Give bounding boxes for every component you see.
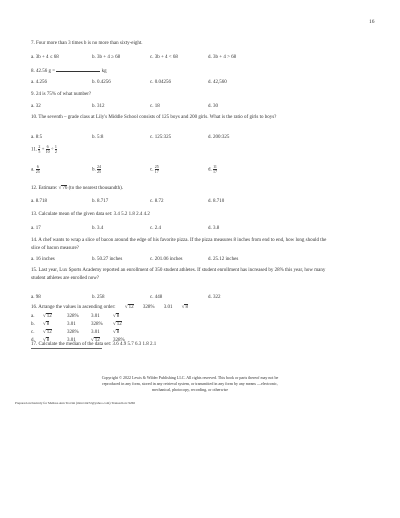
q9-option-a: a. 32 [31,104,41,109]
q10-option-a: a. 8:5 [31,135,43,140]
option-value: √8 [113,330,120,335]
option-value: √12 [43,330,52,335]
question-10: 10. The seventh – grade class at Lily's Middle School consists of 125 boys and 200 girls. What is the ratio of girls to boys? [31,115,277,120]
copyright-line-1: Copyright © 2022 Lewis & Wilder Publishing LLC. All rights reserved. This book or parts thereof may not be [101,375,279,380]
q13-option-b: b. 3.4 [92,226,104,231]
option-value: √12 [91,338,100,343]
divide-sign: ÷ [50,147,54,153]
q14-option-a: a. 16 inches [31,257,55,262]
question-12: 12. Estimate: √76 (to the nearest thousandth). [31,186,124,191]
question-7: 7. Four more than 3 times b is no more than sixty-eight. [31,41,143,46]
q9-option-b: b. 312 [92,104,105,109]
q14-option-b: b. 50.27 inches [92,257,123,262]
option-value: √12 [43,314,52,319]
q13-option-a: a. 17 [31,226,41,231]
q7-option-a: a. 3b + 4 ≤ 68 [31,55,59,60]
q15-option-c: c. 448 [150,295,163,300]
q8-unit: kg [101,69,107,74]
copyright-line-2: reproduced in any form, stored in any retrieval system, or transmitted in any form by any means —electronic, [102,381,278,386]
plus-sign: + [41,147,45,153]
option-value: 3.01 [67,322,76,327]
q10-option-d: d. 200:325 [208,135,230,140]
option-value: 328% [67,330,79,335]
q11-option-c: c. $\frac{25}{17}$ [150,164,159,174]
q11-option-b: b. $\frac{24}{25}$ [92,164,101,174]
q8-option-d: d. 42,560 [208,80,227,85]
q12-option-a: a. 8.718 [31,199,47,204]
q13-option-c: c. 2.4 [150,226,161,231]
sqrt-symbol: √76 [58,186,68,191]
question-15: 15. Last year, Lux Sports Academy reported an enrollment of 350 student athletes. If student enrollment has increased by 28% this year, how many student athletes are enrolled now? [31,268,326,281]
option-letter: b. [31,322,35,327]
q12-option-b: b. 8.717 [92,199,109,204]
q8-prefix: 8. 42.56 g = [31,69,56,74]
answer-line [31,348,102,349]
q12-option-d: d. 8.710 [208,199,225,204]
q12-option-c: c. 8.72 [150,199,164,204]
question-11 [31,145,57,154]
question-16: 16. Arrange the values in ascending order: √12 328% 3.01 √8 [31,305,188,310]
q15-option-d: d. 322 [208,295,221,300]
q15-option-a: a. 98 [31,295,41,300]
option-value: √12 [113,322,122,327]
question-17: 17. Calculate the median of the data set: 3.6 4.9 5.7 6.3 1.8 2.1 [31,342,157,347]
q7-option-d: d. 3b + 4 > 68 [208,55,237,60]
fraction: $\frac{2}{5}$ [38,144,41,154]
option-value: √8 [43,322,50,327]
q8-option-c: c. 0.04256 [150,80,171,85]
q7-option-b: b. 3b + 4 ≥ 68 [92,55,121,60]
q15-option-b: b. 258 [92,295,105,300]
q14-option-c: c. 201.06 inches [150,257,183,262]
fraction: $\frac{1}{2}$ [54,144,57,154]
option-letter: a. [31,314,35,319]
question-14: 14. A chef wants to wrap a slice of bacon around the edge of his favorite pizza. If the pizza measures 8 inches from end to end, how long should the slice of bacon measure? [31,238,327,251]
q9-option-c: c. 18 [150,104,160,109]
q10-option-b: b. 5:8 [92,135,104,140]
option-value: 3.01 [91,330,100,335]
option-value: 328% [67,314,79,319]
question-13: 13. Calculate mean of the given data set: 3.4 5.2 1.8 2.4 4.2 [31,212,150,217]
q8-option-a: a. 4.256 [31,80,47,85]
option-value: 3.01 [91,314,100,319]
answer-blank [56,67,100,72]
q11-number: 11. [31,147,38,153]
q14-option-d: d. 25.12 inches [208,257,239,262]
option-letter: d. [31,338,35,343]
option-value: 328% [113,338,125,343]
q11-option-a: a. $\frac{6}{25}$ [31,164,40,174]
option-value: 3.01 [67,338,76,343]
fraction: $\frac{6}{10}$ [45,144,50,154]
q7-option-c: c. 3b + 4 < 68 [150,55,178,60]
q11-option-d: d. $\frac{11}{17}$ [208,164,217,174]
q10-option-c: c. 125:325 [150,135,172,140]
option-letter: c. [31,330,35,335]
page-number: 16 [369,19,375,25]
option-value: √8 [113,314,120,319]
option-value: 328% [91,322,103,327]
q13-option-d: d. 3.8 [208,226,220,231]
copyright-line-3: mechanical, photocopy, recording, or otherwise [151,387,229,392]
question-9: 9. 24 is 75% of what number? [31,92,92,97]
license-notice: Prepared exclusively for Melissa Ann Trovini (mtrovini72@yahoo.com) Transaction: 9266 [15,401,135,405]
q9-option-d: d. 30 [208,104,218,109]
q8-option-b: b. 0.4256 [92,80,111,85]
question-8 [31,67,107,74]
option-value: √8 [43,338,50,343]
